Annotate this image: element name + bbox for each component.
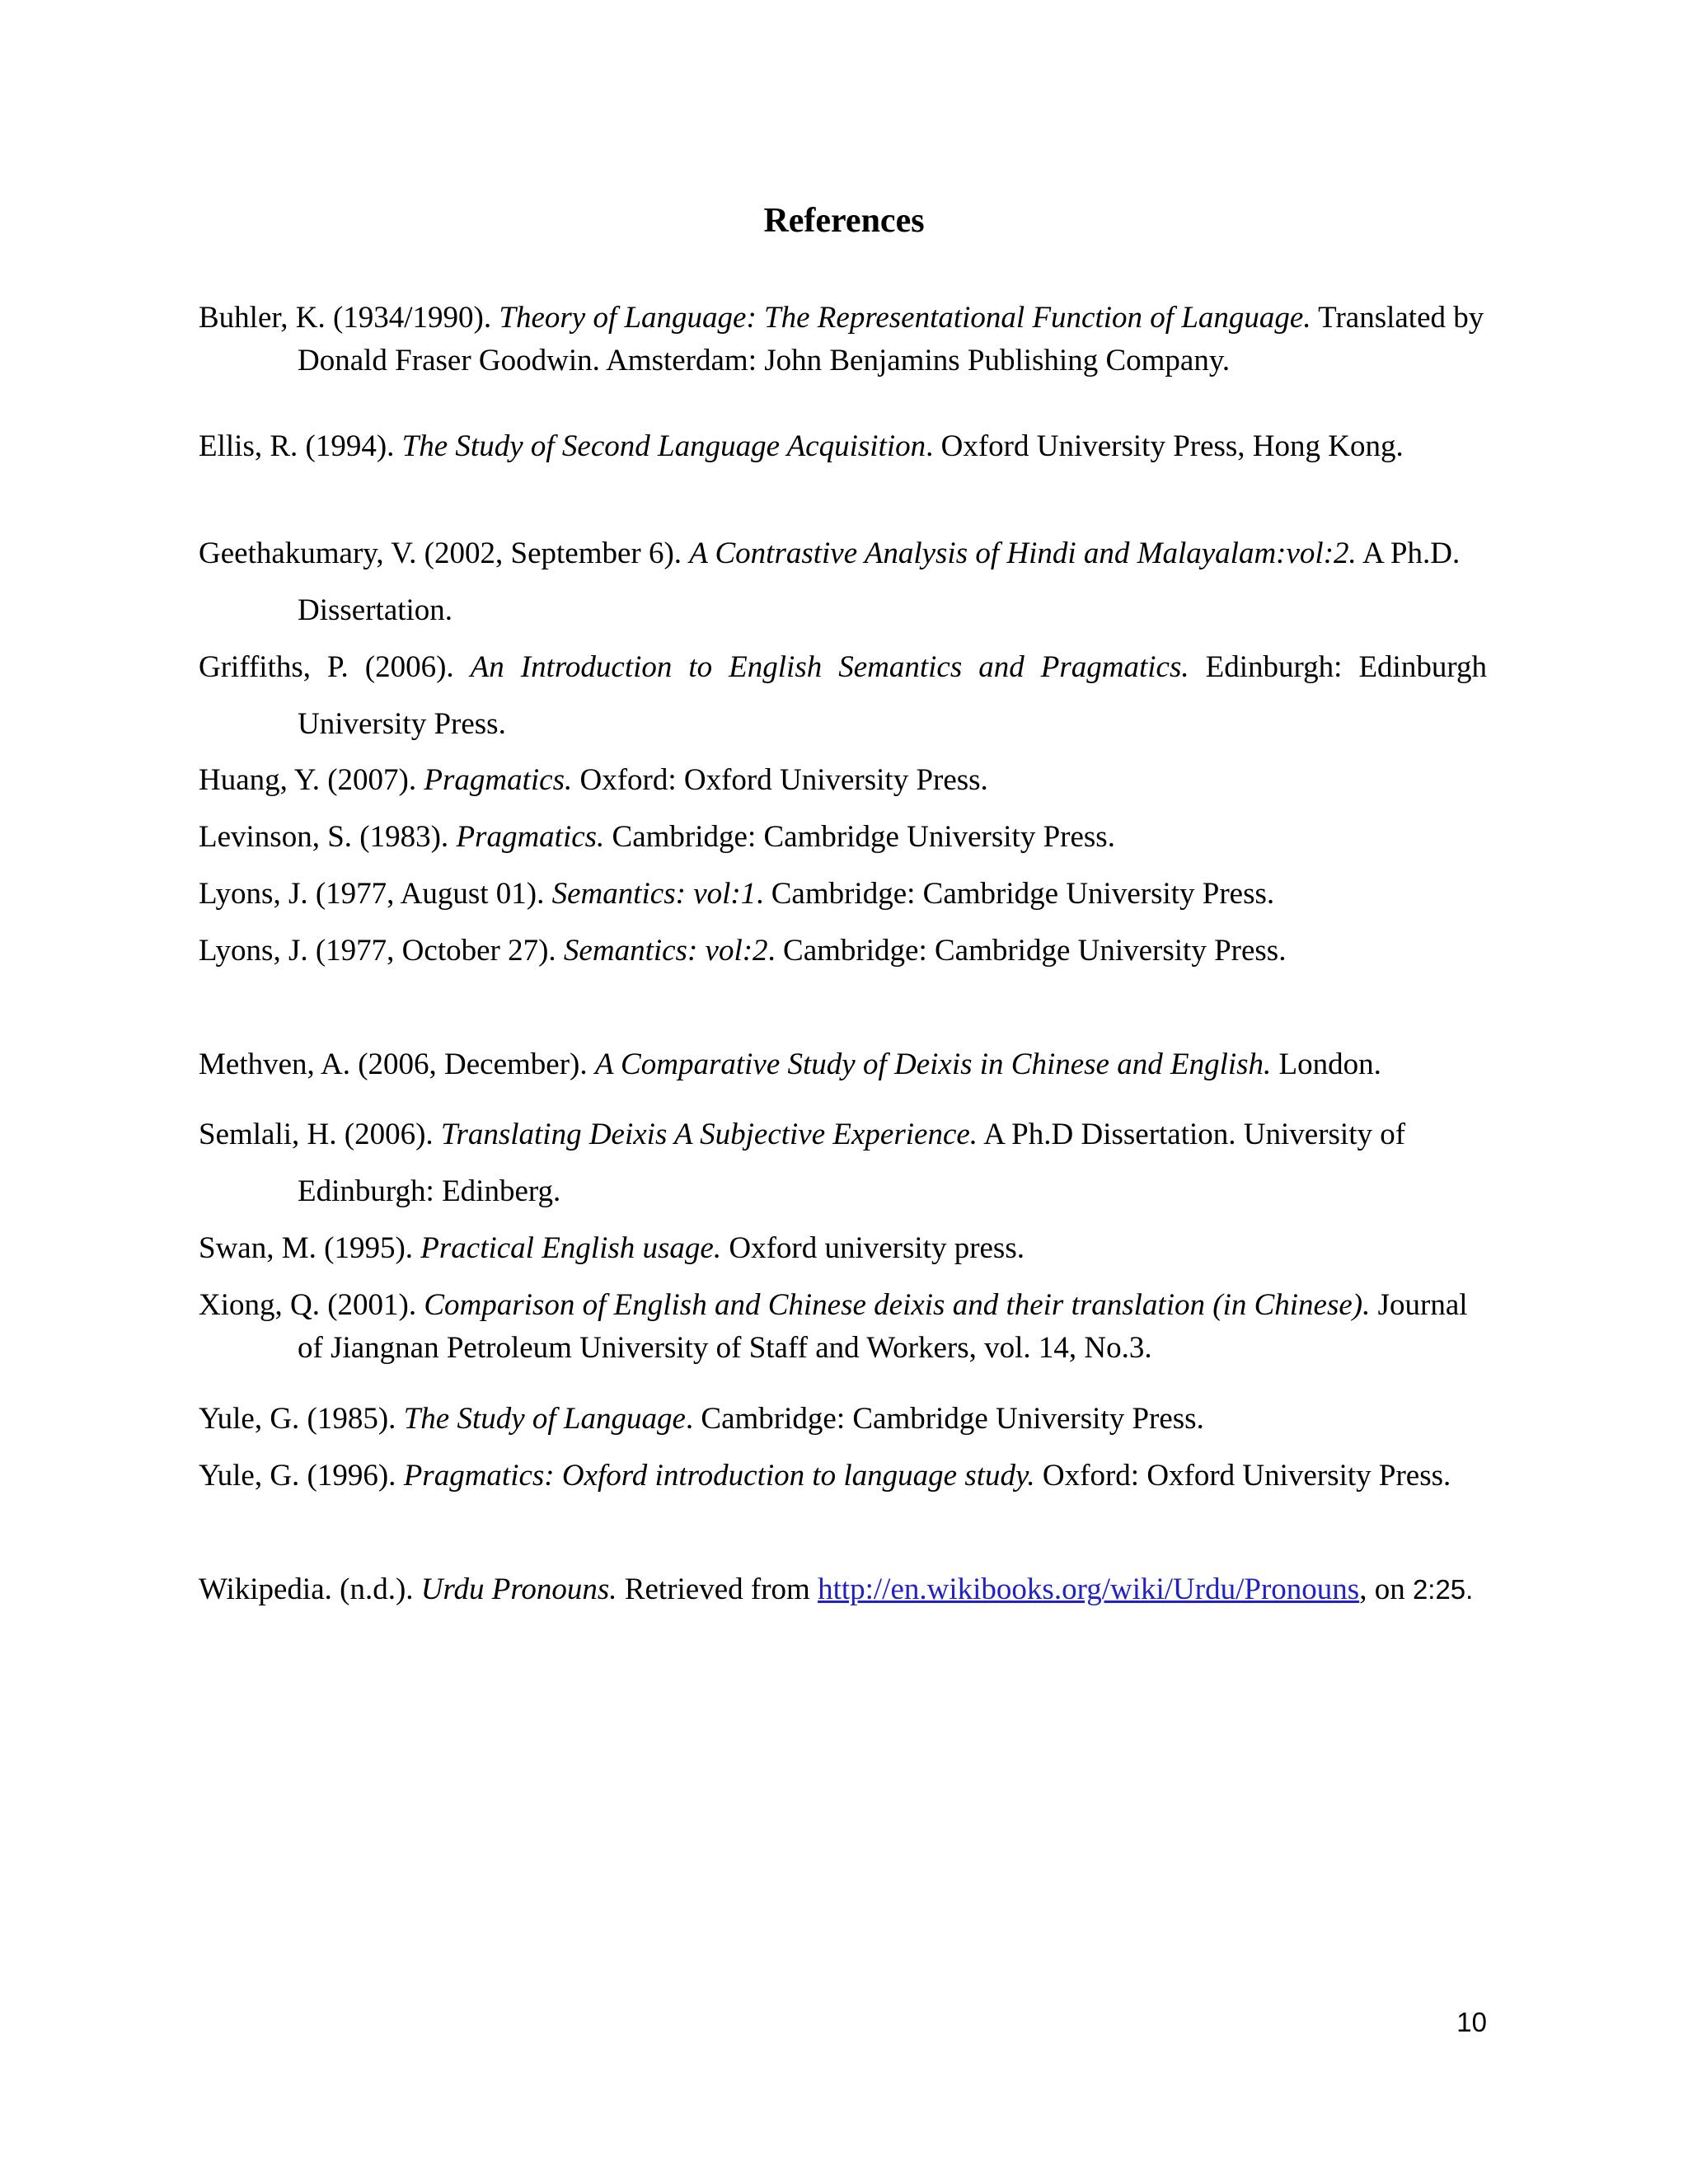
reference-geethakumary [199,525,1487,639]
reference-author: Xiong, Q. (2001). [199,1288,424,1322]
reference-author: Griffiths, P. (2006). [199,650,471,684]
reference-details: Oxford university press. [721,1231,1025,1265]
reference-details: London. [1271,1047,1381,1081]
reference-griffiths [199,639,1487,752]
reference-author: Lyons, J. (1977, October 27). [199,934,564,968]
reference-title: Translating Deixis A Subjective Experience. [440,1118,978,1151]
reference-levinson [199,808,1487,865]
reference-author: Levinson, S. (1983). [199,820,457,854]
reference-author: Swan, M. (1995). [199,1231,421,1265]
reference-title: An Introduction to English Semantics and Pragmatics. [470,650,1189,684]
reference-author: Methven, A. (2006, December). [199,1047,595,1081]
reference-author: Yule, G. (1985). [199,1402,404,1436]
reference-title: Semantics: vol:1 [551,877,757,911]
reference-details: . Cambridge: Cambridge University Press. [685,1402,1204,1436]
reference-title: Pragmatics. [424,763,573,797]
reference-details: Cambridge: Cambridge University Press. [604,820,1115,854]
reference-title: The Study of Language [403,1402,686,1436]
reference-lyons-vol2 [199,922,1487,979]
reference-swan [199,1220,1487,1277]
reference-retrieved-text: Retrieved from [617,1572,818,1606]
reference-title: Practical English usage. [420,1231,722,1265]
reference-title: Urdu Pronouns. [420,1572,617,1606]
reference-title: A Comparative Study of Deixis in Chinese and English. [594,1047,1272,1081]
reference-title: A Contrastive Analysis of Hindi and Malayalam:vol:2. [689,537,1357,570]
reference-title: The Study of Second Language Acquisition [401,429,926,463]
reference-title: Theory of Language: The Representational Function of Language. [499,301,1311,335]
reference-author: Wikipedia. (n.d.). [199,1572,421,1606]
reference-details: Oxford: Oxford University Press. [572,763,988,797]
reference-details: Journal of Jiangnan Petroleum University of Staff and Workers, vol. 14, No.3. [298,1288,1468,1365]
reference-url-link[interactable]: http://en.wikibooks.org/wiki/Urdu/Pronouns [818,1572,1360,1606]
reference-details: . Cambridge: Cambridge University Press. [767,934,1287,968]
reference-author: Semlali, H. (2006). [199,1118,441,1151]
reference-time: 2:25. [1412,1574,1474,1605]
reference-title: Semantics: vol:2 [563,934,768,968]
reference-huang [199,752,1487,808]
reference-details: , on [1359,1572,1413,1606]
reference-title: Pragmatics. [456,820,605,854]
reference-author: Huang, Y. (2007). [199,763,424,797]
reference-yule-1996 [199,1447,1487,1504]
page-number: 10 [1456,2007,1487,2037]
reference-details: . Oxford University Press, Hong Kong. [926,429,1404,463]
reference-title: Comparison of English and Chinese deixis and their translation (in Chinese). [424,1288,1371,1322]
reference-xiong [199,1284,1487,1370]
reference-author: Lyons, J. (1977, August 01). [199,877,552,911]
reference-author: Yule, G. (1996). [199,1459,404,1493]
reference-methven [199,1036,1487,1093]
reference-yule-1985 [199,1390,1487,1447]
reference-details: A Ph.D. Dissertation. [298,537,1461,627]
reference-wikipedia [199,1568,1487,1611]
reference-author: Buhler, K. (1934/1990). [199,301,499,335]
reference-details: Oxford: Oxford University Press. [1034,1459,1451,1493]
page-title: References [763,202,925,240]
reference-author: Ellis, R. (1994). [199,429,402,463]
reference-lyons-vol1 [199,865,1487,922]
reference-buhler [199,297,1487,382]
reference-details: Edinburgh: Edinburgh University Press. [298,650,1487,741]
reference-title: Pragmatics: Oxford introduction to language study. [403,1459,1035,1493]
reference-ellis [199,425,1487,468]
reference-details: Translated by Donald Fraser Goodwin. Amsterdam: John Benjamins Publishing Company. [298,301,1484,377]
reference-author: Geethakumary, V. (2002, September 6). [199,537,690,570]
reference-details: A Ph.D Dissertation. University of Edinburgh: Edinberg. [298,1118,1406,1208]
reference-details: . Cambridge: Cambridge University Press. [756,877,1275,911]
reference-semlali [199,1106,1487,1220]
